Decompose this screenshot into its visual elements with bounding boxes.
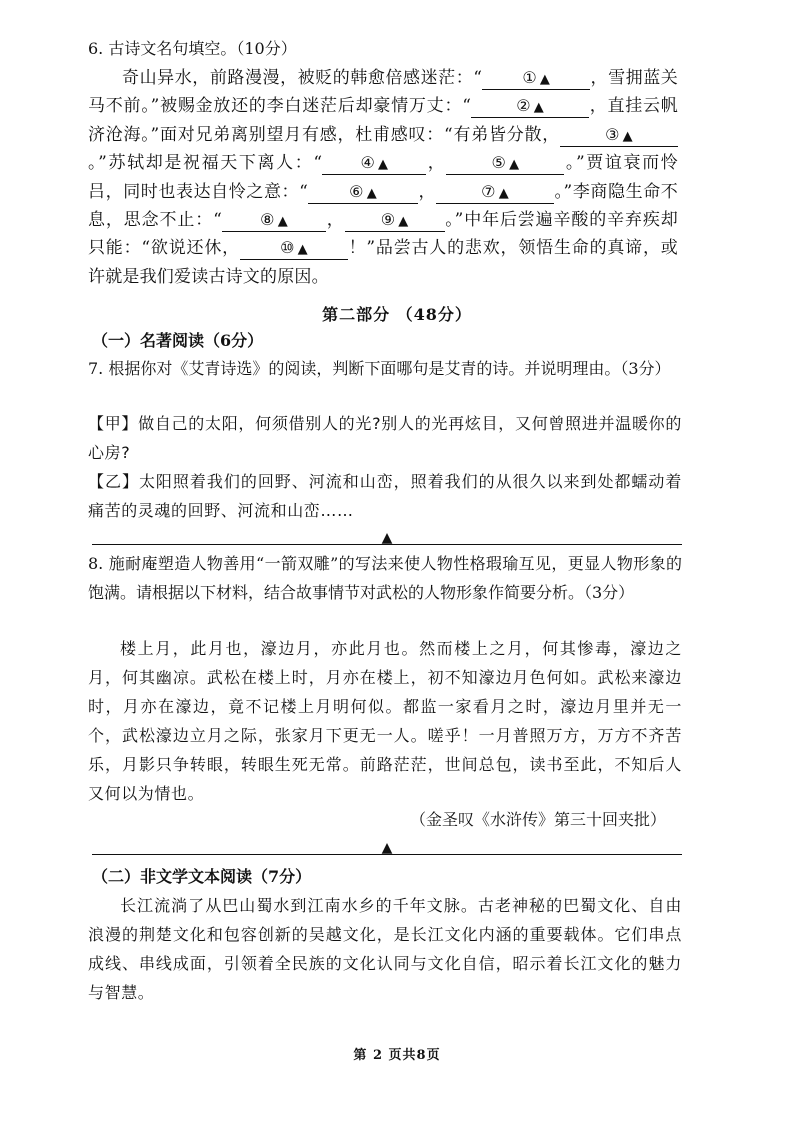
question-8-passage: 楼上月，此月也，濠边月，亦此月也。然而楼上之月，何其惨毒，濠边之月，何其幽凉。武松在楼上时，月亦在楼上，初不知濠边月色何如。武松来濠边时，月亦在濠边，竟不记楼上月明何似。都监一家看月之时，濠边月里并无一个，武松濠边立月之际，张家月下更无一人。嗟乎！一月普照万方，万方不齐苦乐，月影只争转眼，转眼生死无常。前路茫茫，世间总包，读书至此，不知后人又何以为情也。 bbox=[88, 639, 682, 803]
triangle-icon: ▲ bbox=[377, 157, 389, 173]
q6-text: ，雪拥蓝关马不前。”被赐金放还的李白迷茫后却豪情万丈：“ bbox=[88, 68, 679, 117]
section-1-heading: （一）名著阅读（6分） bbox=[92, 331, 264, 350]
question-7-option-jia: 【甲】做自己的太阳，何须借别人的光?别人的光再炫目，又何曾照进并温暖你的心房? bbox=[88, 414, 682, 462]
triangle-icon: ▲ bbox=[533, 100, 544, 116]
triangle-icon: ▲ bbox=[381, 530, 393, 546]
answer-line-7[interactable] bbox=[92, 530, 682, 546]
q6-text: 奇山异水，前路漫漫，被贬的韩愈倍感迷茫：“ bbox=[122, 68, 483, 88]
answer-line-8[interactable] bbox=[92, 840, 682, 856]
section-2-heading: （二）非文学文本阅读（7分） bbox=[92, 867, 312, 886]
q6-text: ！”品尝古人的悲欢，领悟生命的真谛，或许就是我们爱读古诗文的原因。 bbox=[88, 238, 678, 287]
triangle-icon: ▲ bbox=[398, 214, 409, 230]
blank-1[interactable]: ① ▲ bbox=[482, 67, 590, 90]
q6-text: ， bbox=[426, 153, 447, 174]
triangle-icon: ▲ bbox=[509, 157, 520, 173]
question-6 bbox=[88, 36, 678, 291]
non-literary-text: 长江流淌了从巴山蜀水到江南水乡的千年文脉。古老神秘的巴蜀文化、自由浪漫的荆楚文化和包容创新的吴越文化，是长江文化内涵的重要载体。它们串点成线、串线成面，引领着全民族的文化认同与文化自信，昭示着长江文化的魅力与智慧。 bbox=[88, 896, 682, 1002]
q6-text: 。”苏轼却是祝福天下离人：“ bbox=[88, 153, 323, 174]
triangle-icon: ▲ bbox=[277, 214, 288, 230]
blank-9[interactable]: ⑨ ▲ bbox=[345, 209, 445, 232]
triangle-icon: ▲ bbox=[539, 72, 551, 87]
q6-text: 。”李商隐生命不息，思念不止：“ bbox=[88, 181, 679, 231]
blank-2[interactable]: ② ▲ bbox=[471, 95, 589, 118]
question-8-source: （金圣叹《水浒传》第三十回夹批） bbox=[409, 810, 666, 829]
triangle-icon: ▲ bbox=[622, 128, 633, 144]
question-7-option-yi: 【乙】太阳照着我们的回野、河流和山峦，照着我们的从很久以来到处都蠕动着痛苦的灵魂的回野、河流和山峦…… bbox=[88, 472, 682, 520]
part-2-heading: 第二部分 （48分） bbox=[322, 305, 472, 324]
q6-text: ， bbox=[326, 210, 345, 231]
triangle-icon: ▲ bbox=[366, 185, 377, 201]
question-6-body bbox=[88, 64, 678, 291]
blank-3[interactable]: ③ ▲ bbox=[560, 124, 678, 147]
blank-6[interactable]: ⑥ ▲ bbox=[308, 181, 418, 204]
question-8-stem: 8. 施耐庵塑造人物善用“一箭双雕”的写法来使人物性格瑕瑜互见，更显人物形象的饱满。请根据以下材料，结合故事情节对武松的人物形象作简要分析。（3分） bbox=[88, 554, 682, 602]
question-7-stem: 7. 根据你对《艾青诗选》的阅读，判断下面哪句是艾青的诗。并说明理由。（3分） bbox=[88, 359, 671, 378]
triangle-icon: ▲ bbox=[381, 840, 393, 856]
blank-8[interactable]: ⑧ ▲ bbox=[222, 209, 326, 232]
blank-10[interactable]: ⑩ ▲ bbox=[240, 237, 348, 260]
triangle-icon: ▲ bbox=[297, 242, 308, 258]
q6-text: ，直挂云帆济沧海。”面对兄弟离别望月有感，杜甫感叹：“有弟皆分散， bbox=[88, 96, 678, 145]
page-footer: 第 2 页共8页 bbox=[353, 1048, 441, 1063]
triangle-icon: ▲ bbox=[498, 185, 509, 201]
q6-text: ， bbox=[418, 181, 437, 202]
q6-text: 。”中年后尝遍辛酸的辛弃疾却只能：“欲说还休， bbox=[88, 210, 679, 259]
blank-4[interactable]: ④ ▲ bbox=[322, 152, 426, 175]
question-6-title: 6. 古诗文名句填空。（10分） bbox=[88, 39, 297, 58]
q6-text: 。”贾谊衰而怜吕，同时也表达自怜之意：“ bbox=[88, 153, 679, 202]
blank-7[interactable]: ⑦ ▲ bbox=[436, 181, 554, 204]
blank-5[interactable]: ⑤ ▲ bbox=[446, 152, 564, 175]
